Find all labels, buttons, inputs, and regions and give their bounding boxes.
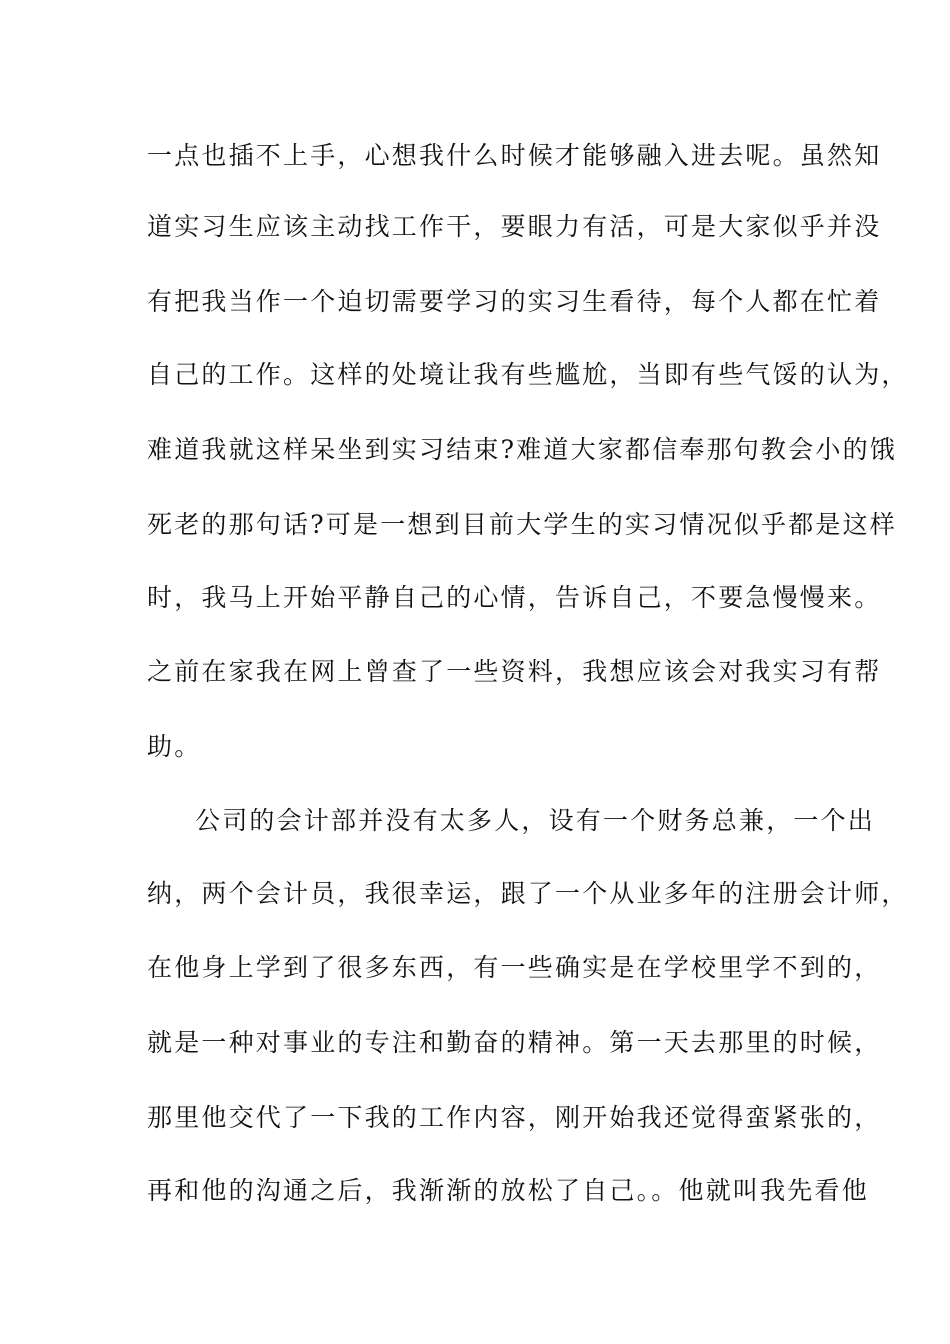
text-line: 那里他交代了一下我的工作内容，刚开始我还觉得蛮紧张的， [147, 1103, 882, 1132]
text-line: 道实习生应该主动找工作干，要眼力有活，可是大家似乎并没 [147, 212, 882, 241]
text-line: 纳，两个会计员，我很幸运，跟了一个从业多年的注册会计师， [147, 879, 909, 908]
text-line: 自己的工作。这样的处境让我有些尴尬，当即有些气馁的认为， [147, 360, 909, 389]
text-line: 再和他的沟通之后，我渐渐的放松了自己。。他就叫我先看他 [147, 1176, 869, 1205]
text-line: 死老的那句话?可是一想到目前大学生的实习情况似乎都是这样 [147, 510, 898, 539]
text-line: 时，我马上开始平静自己的心情，告诉自己，不要急慢慢来。 [147, 583, 882, 612]
text-line: 在他身上学到了很多东西，有一些确实是在学校里学不到的， [147, 953, 882, 982]
text-line: 之前在家我在网上曾查了一些资料，我想应该会对我实习有帮 [147, 657, 882, 686]
text-line: 就是一种对事业的专注和勤奋的精神。第一天去那里的时候， [147, 1028, 882, 1057]
text-line: 公司的会计部并没有太多人，设有一个财务总兼，一个出 [195, 806, 876, 835]
text-line: 难道我就这样呆坐到实习结束?难道大家都信奉那句教会小的饿 [147, 435, 898, 464]
text-line: 有把我当作一个迫切需要学习的实习生看待，每个人都在忙着 [147, 287, 882, 316]
text-line: 助。 [147, 732, 202, 761]
text-line: 一点也插不上手，心想我什么时候才能够融入进去呢。虽然知 [147, 141, 882, 170]
